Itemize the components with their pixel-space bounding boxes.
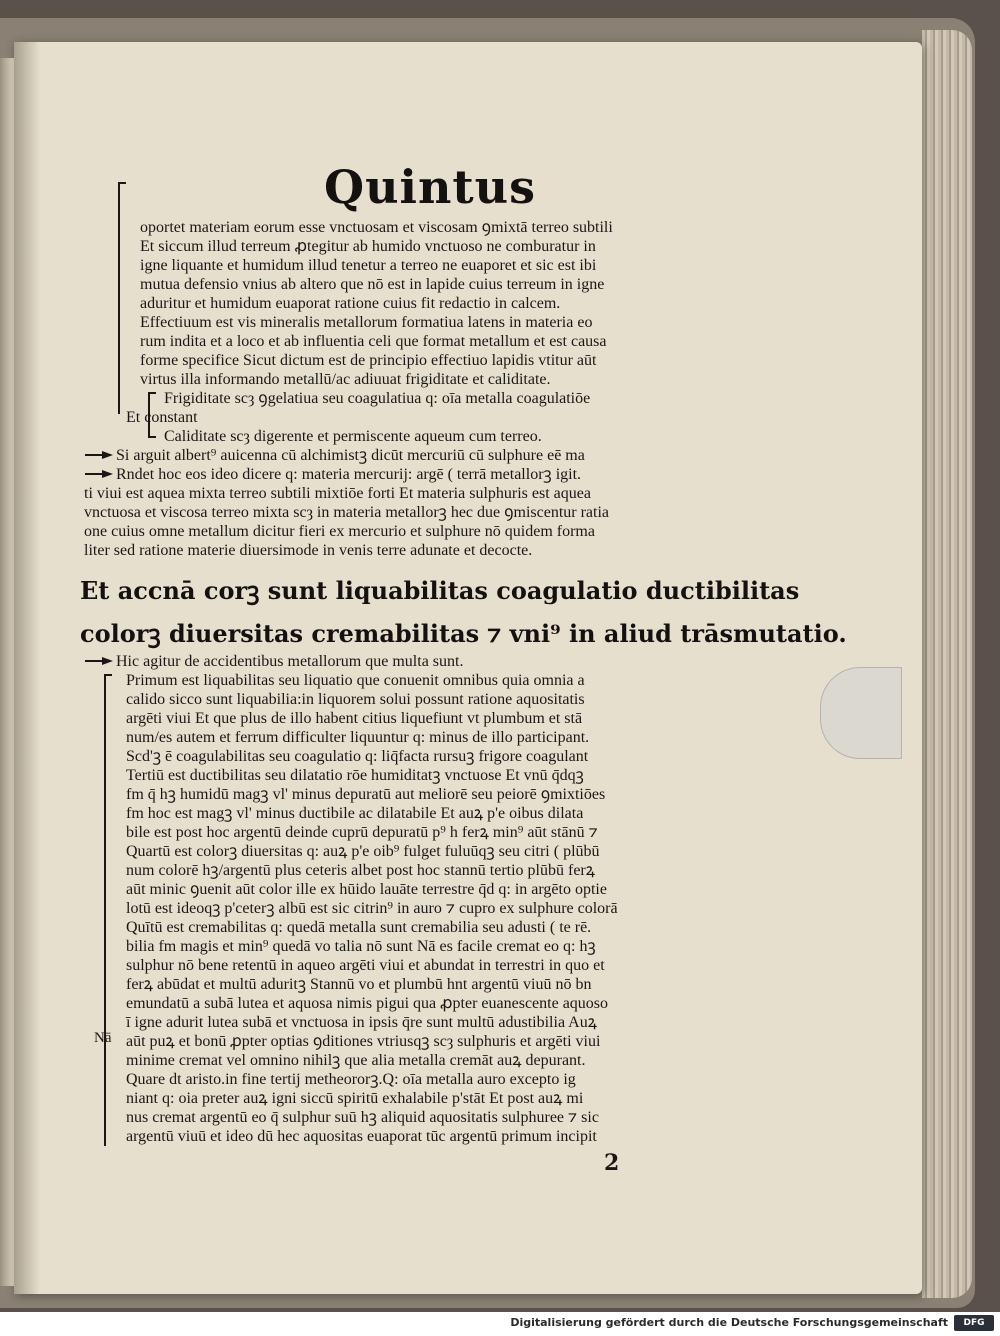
section-heading: Et accnā corꝫ sunt liquabilitas coagulatio ductibilitas — [80, 576, 800, 605]
text-line: Et siccum illud terreum ꝓtegitur ab humido vnctuoso ne comburatur in — [140, 238, 596, 255]
text-line: sulphur nō bene retentū in aqueo argēti viui et abundat in terrestri in quo et — [126, 957, 605, 974]
funding-credit: Digitalisierung gefördert durch die Deutsche Forschungsgemeinschaft — [510, 1316, 948, 1329]
text-line: Effectiuum est vis mineralis metallorum formatiua latens in materia eo — [140, 314, 593, 331]
signature-mark: 2 — [604, 1150, 620, 1176]
text-line: fm hoc est magꝫ vl' minus ductibile ac dilatabile Et auꝝ p'e oibus dilata — [126, 805, 584, 822]
text-line: rum indita et a loco et ab influentia celi que format metallum et est causa — [140, 333, 607, 350]
text-line: nus cremat argentū eo q̄ sulphur suū hꝫ aliquid aquositatis sulphuree ⁊ sic — [126, 1109, 599, 1126]
text-line: fm q̄ hꝫ humidū magꝫ vl' minus depuratū aut meliorē seu peiorē ꝯmixtiōes — [126, 786, 606, 803]
pointing-hand-icon — [84, 468, 114, 479]
text-line: Quare dt aristo.in fine tertij metheororꝫ.Q: oīa metalla auro excepto ig — [126, 1071, 576, 1088]
bracket-paragraph3 — [104, 674, 112, 1146]
text-line: Tertiū est ductibilitas seu dilatatio rōe humiditatꝫ vnctuose Et vnū q̄dqꝫ — [126, 767, 584, 784]
text-line: Et constant — [126, 409, 198, 426]
text-line: niant q: oia preter auꝝ igni siccū spiritū exhalabile p'stāt Et post auꝝ mi — [126, 1090, 584, 1107]
margin-note: Nā — [94, 1030, 112, 1046]
text-line: Caliditate scȝ digerente et permiscente aqueum cum terreo. — [164, 428, 542, 445]
pointing-hand-icon — [84, 449, 114, 460]
text-line: lotū est ideoqꝫ p'ceterꝫ albū est sic citrin⁹ in auro ⁊ cupro ex sulphure colorā — [126, 900, 618, 917]
facing-page-edge — [0, 58, 14, 1286]
section-heading: colorꝫ diuersitas cremabilitas ⁊ vni⁹ in aliud trāsmutatio. — [80, 619, 847, 648]
footer-bar — [0, 1312, 1000, 1336]
text-line: vnctuosa et viscosa terreo mixta scȝ in materia metallorꝫ hec due ꝯmiscentur ratia — [84, 504, 610, 521]
text-line: aūt minic ꝯuenit aūt color ille ex hūido lauāte terrestre q̄d q: in argēto optie — [126, 881, 607, 898]
text-line: one cuius omne metallum dicitur fieri ex mercurio et sulphure nō quidem forma — [84, 523, 595, 540]
text-line: Frigiditate scȝ ꝯgelatiua seu coagulatiua q: oīa metalla coagulatiōe — [164, 390, 591, 407]
text-line: ī igne adurit lutea subā et vnctuosa in ipsis q̄re sunt multū adustibilia Auꝝ — [126, 1014, 597, 1031]
text-line: liter sed ratione materie diuersimode in venis terre adunate et decocte. — [84, 542, 533, 559]
dfg-logo-icon: DFG — [954, 1315, 994, 1331]
text-line: Hic agitur de accidentibus metallorum que multa sunt. — [116, 653, 464, 670]
page-heading: Quintus — [324, 160, 537, 214]
text-line: Rndet hoc eos ideo dicere q: materia mercurij: argē ( terrā metallorꝫ igit. — [116, 466, 582, 483]
text-line: virtus illa informando metallū/ac adiuuat frigiditate et caliditate. — [140, 371, 551, 388]
text-line: mutua defensio vnius ab altero que nō est in lapide cuius terreum in igne — [140, 276, 605, 293]
page-edges — [922, 30, 972, 1298]
text-line: num/es autem et ferrum difficulter liquuntur q: minus de illo participant. — [126, 729, 590, 746]
text-line: ferꝝ abūdat et multū aduritꝫ Stannū vo et plumbū hnt argentū viuū nō bn — [126, 976, 592, 993]
text-line: Primum est liquabilitas seu liquatio que conuenit omnibus quia omnia a — [126, 672, 585, 689]
text-line: argentū viuū et ideo dū hec aquositas euaporat tūc argentū primum incipit — [126, 1128, 597, 1145]
book-page — [14, 42, 922, 1294]
text-line: bilia fm magis et min⁹ quedā vo talia nō sunt Nā es facile cremat eo q: hꝫ — [126, 938, 596, 955]
text-line: num colorē hꝫ/argentū plus ceteris albet post hoc stannū tertio plūbū ferꝝ — [126, 862, 596, 879]
text-line: aduritur et humidum euaporat ratione cuius fit redactio in calcem. — [140, 295, 561, 312]
text-line: forme specifice Sicut dictum est de principio effectiuo lapidis vtitur aūt — [140, 352, 597, 369]
text-line: Scd'ꝫ ē coagulabilitas seu coagulatio q: liq̄facta rursuꝫ frigore coagulant — [126, 748, 589, 765]
text-line: igne liquante et humidum illud tenetur a terreo ne euaporet et sic est ibi — [140, 257, 597, 274]
text-line: Quītū est cremabilitas q: quedā metalla sunt cremabilia seu adusti ( te rē. — [126, 919, 592, 936]
text-line: calido sicco sunt liquabilia:in liquorem solui possunt ratione aquositatis — [126, 691, 585, 708]
text-line: oportet materiam eorum esse vnctuosam et viscosam ꝯmixtā terreo subtili — [140, 219, 613, 236]
text-line: bile est post hoc argentū deinde cuprū depuratū p⁹ h ferꝝ min⁹ aūt stānū ⁊ — [126, 824, 598, 841]
text-line: Quartū est colorꝫ diuersitas q: auꝝ p'e oib⁹ fulget fuluūqꝫ seu citri ( plūbū — [126, 843, 600, 860]
text-line: ti viui est aquea mixta terreo subtili mixtiōe forti Et materia sulphuris est aquea — [84, 485, 591, 502]
bracket-paragraph1 — [118, 182, 126, 414]
text-line: minime cremat vel omnino nihilꝫ que alia metalla cremāt auꝝ depurant. — [126, 1052, 586, 1069]
page-text — [14, 42, 922, 1294]
pointing-hand-icon — [84, 655, 114, 666]
text-line: argēti viui Et que plus de illo habent citius liquefiunt vt plumbum et stā — [126, 710, 583, 727]
text-line: emundatū a subā lutea et aquosa nimis pigui qua ꝓpter euanescente aquoso — [126, 995, 609, 1012]
text-line: Si arguit albert⁹ auicenna cū alchimistꝫ dicūt mercuriū cū sulphure eē ma — [116, 447, 585, 464]
text-line: aūt puꝝ et bonū ꝓpter optias ꝯditiones vtriusqꝫ scȝ sulphuris et argēti viui — [126, 1033, 601, 1050]
